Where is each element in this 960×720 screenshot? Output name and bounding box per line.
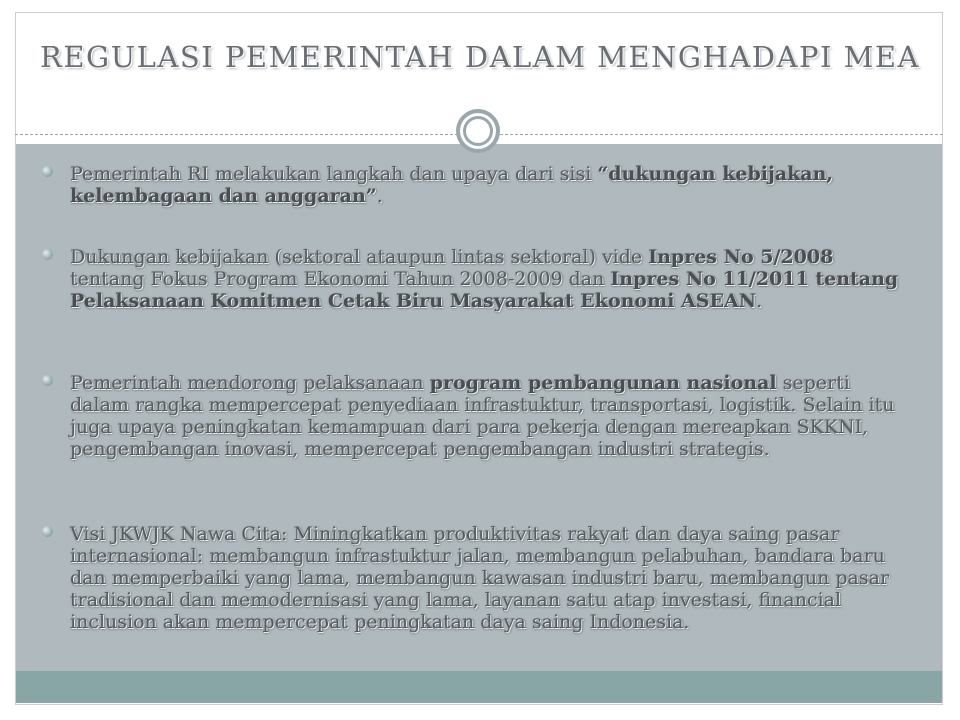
bullet-icon xyxy=(42,166,53,177)
bullet-icon xyxy=(42,249,53,260)
bullet-text: . xyxy=(376,185,383,207)
bullet-item xyxy=(70,523,910,633)
bullet-emphasis: Inpres No 11/2011 tentang Pelaksanaan Komitmen Cetak Biru Masyarakat Ekonomi ASEAN xyxy=(70,268,899,312)
bullet-text: Dukungan kebijakan (sektoral ataupun lintas sektoral) vide xyxy=(70,246,649,268)
bullet-item xyxy=(70,372,910,460)
bullet-icon xyxy=(42,375,53,386)
bullet-text: seperti dalam rangka mempercepat penyediaan infrastuktur, transportasi, logistik. Selain itu juga upaya peningkatan kemampuan dari para pekerja dengan mereapkan SKKNI, pengembangan inovasi, mempercepat pengembangan industri strategis. xyxy=(70,372,895,460)
bullet-item xyxy=(70,246,910,312)
divider-ring-ornament xyxy=(456,109,500,153)
bullet-text: Visi JKWJK Nawa Cita: Miningkatkan produktivitas rakyat dan daya saing pasar internasional: membangun infrastuktur jalan, membangun pelabuhan, bandara baru dan memperbaiki yang lama, membangun kawasan industri baru, membangun pasar tradisional dan memodernisasi yang lama, layanan satu atap investasi, financial inclusion akan mempercepat peningkatan daya saing Indonesia. xyxy=(70,523,890,633)
bullet-text: . xyxy=(756,290,763,312)
bullet-text: Pemerintah mendorong pelaksanaan xyxy=(70,372,430,394)
bullet-text: tentang Fokus Program Ekonomi Tahun 2008-2009 dan xyxy=(70,268,611,290)
bullet-item xyxy=(70,163,910,207)
bullet-icon xyxy=(42,526,53,537)
bullet-text: Pemerintah RI melakukan langkah dan upaya dari sisi xyxy=(70,163,598,185)
slide-title: REGULASI PEMERINTAH DALAM MENGHADAPI MEA xyxy=(40,40,920,74)
bullet-emphasis: Inpres No 5/2008 xyxy=(648,246,834,268)
bullet-emphasis: program pembangunan nasional xyxy=(429,372,777,394)
bullet-emphasis: “dukungan kebijakan, kelembagaan dan anggaran” xyxy=(70,163,834,207)
